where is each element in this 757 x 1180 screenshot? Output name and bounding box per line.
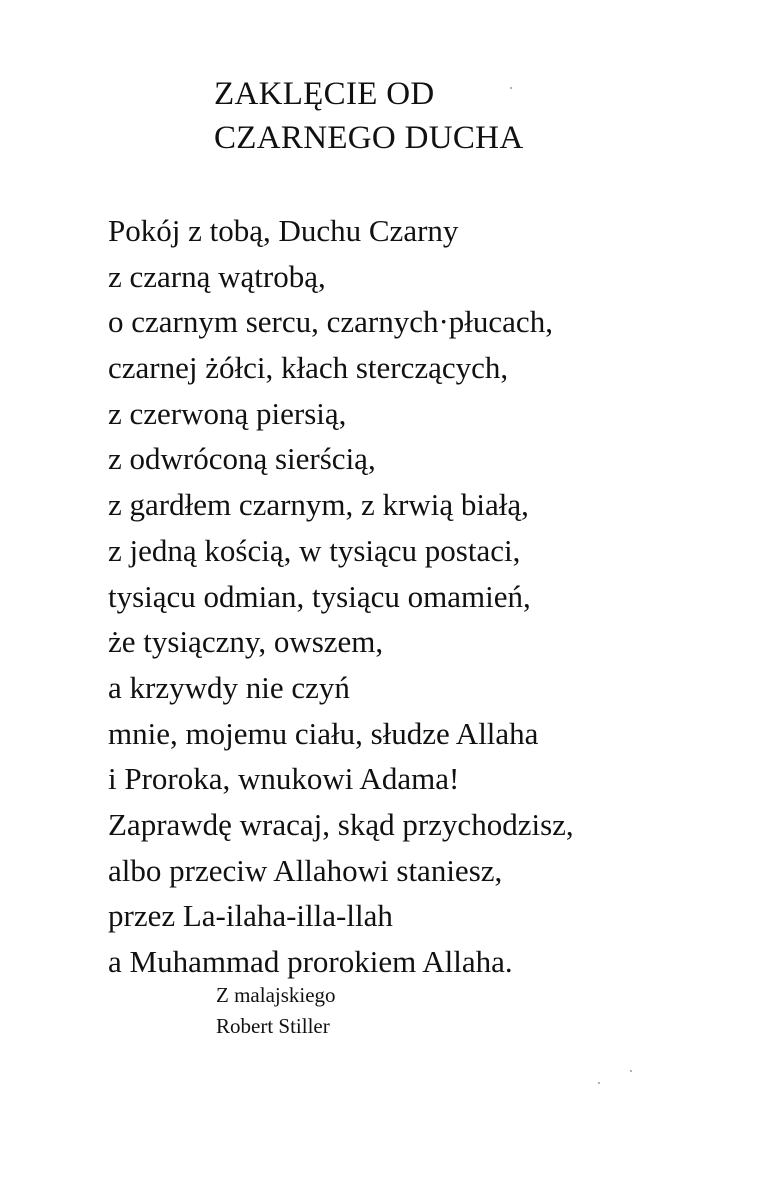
poem-line: z jedną kością, w tysiącu postaci,: [108, 532, 521, 568]
poem-line: i Proroka, wnukowi Adama!: [108, 761, 460, 797]
poem-line: mnie, mojemu ciału, słudze Allaha: [108, 715, 539, 751]
scan-speck: [630, 1070, 632, 1072]
poem-line: z czerwoną piersią,: [108, 395, 347, 431]
poem-line: Pokój z tobą, Duchu Czarny: [108, 213, 459, 248]
translation-credit: [216, 980, 336, 1042]
poem-line: Zaprawdę wracaj, skąd przychodzisz,: [108, 806, 574, 842]
poem-line: z gardłem czarnym, z krwią białą,: [108, 487, 529, 523]
poem-line: z czarną wątrobą,: [108, 258, 326, 294]
poem-line: a Muhammad prorokiem Allaha.: [108, 944, 513, 979]
poem-line: z odwróconą sierścią,: [108, 441, 376, 477]
poem-title: [214, 72, 523, 160]
translation-source: Z malajskiego: [216, 983, 336, 1007]
scan-speck: [598, 1082, 600, 1084]
poem-line: albo przeciw Allahowi staniesz,: [108, 852, 503, 888]
translator-name: Robert Stiller: [216, 1014, 330, 1038]
poem-line: o czarnym sercu, czarnych·płucach,: [108, 304, 553, 340]
poem-title-line-1: ZAKLĘCIE OD: [214, 76, 435, 112]
scan-speck: [510, 87, 512, 89]
poem-body: [108, 208, 574, 985]
poem-line: tysiącu odmian, tysiącu omamień,: [108, 578, 531, 614]
poem-line: a krzywdy nie czyń: [108, 669, 350, 705]
poem-line: że tysiączny, owszem,: [108, 624, 384, 660]
poem-line: przez La-ilaha-illa-llah: [108, 898, 393, 934]
poem-line: czarnej żółci, kłach sterczących,: [108, 350, 509, 386]
poem-title-line-2: CZARNEGO DUCHA: [214, 120, 524, 156]
